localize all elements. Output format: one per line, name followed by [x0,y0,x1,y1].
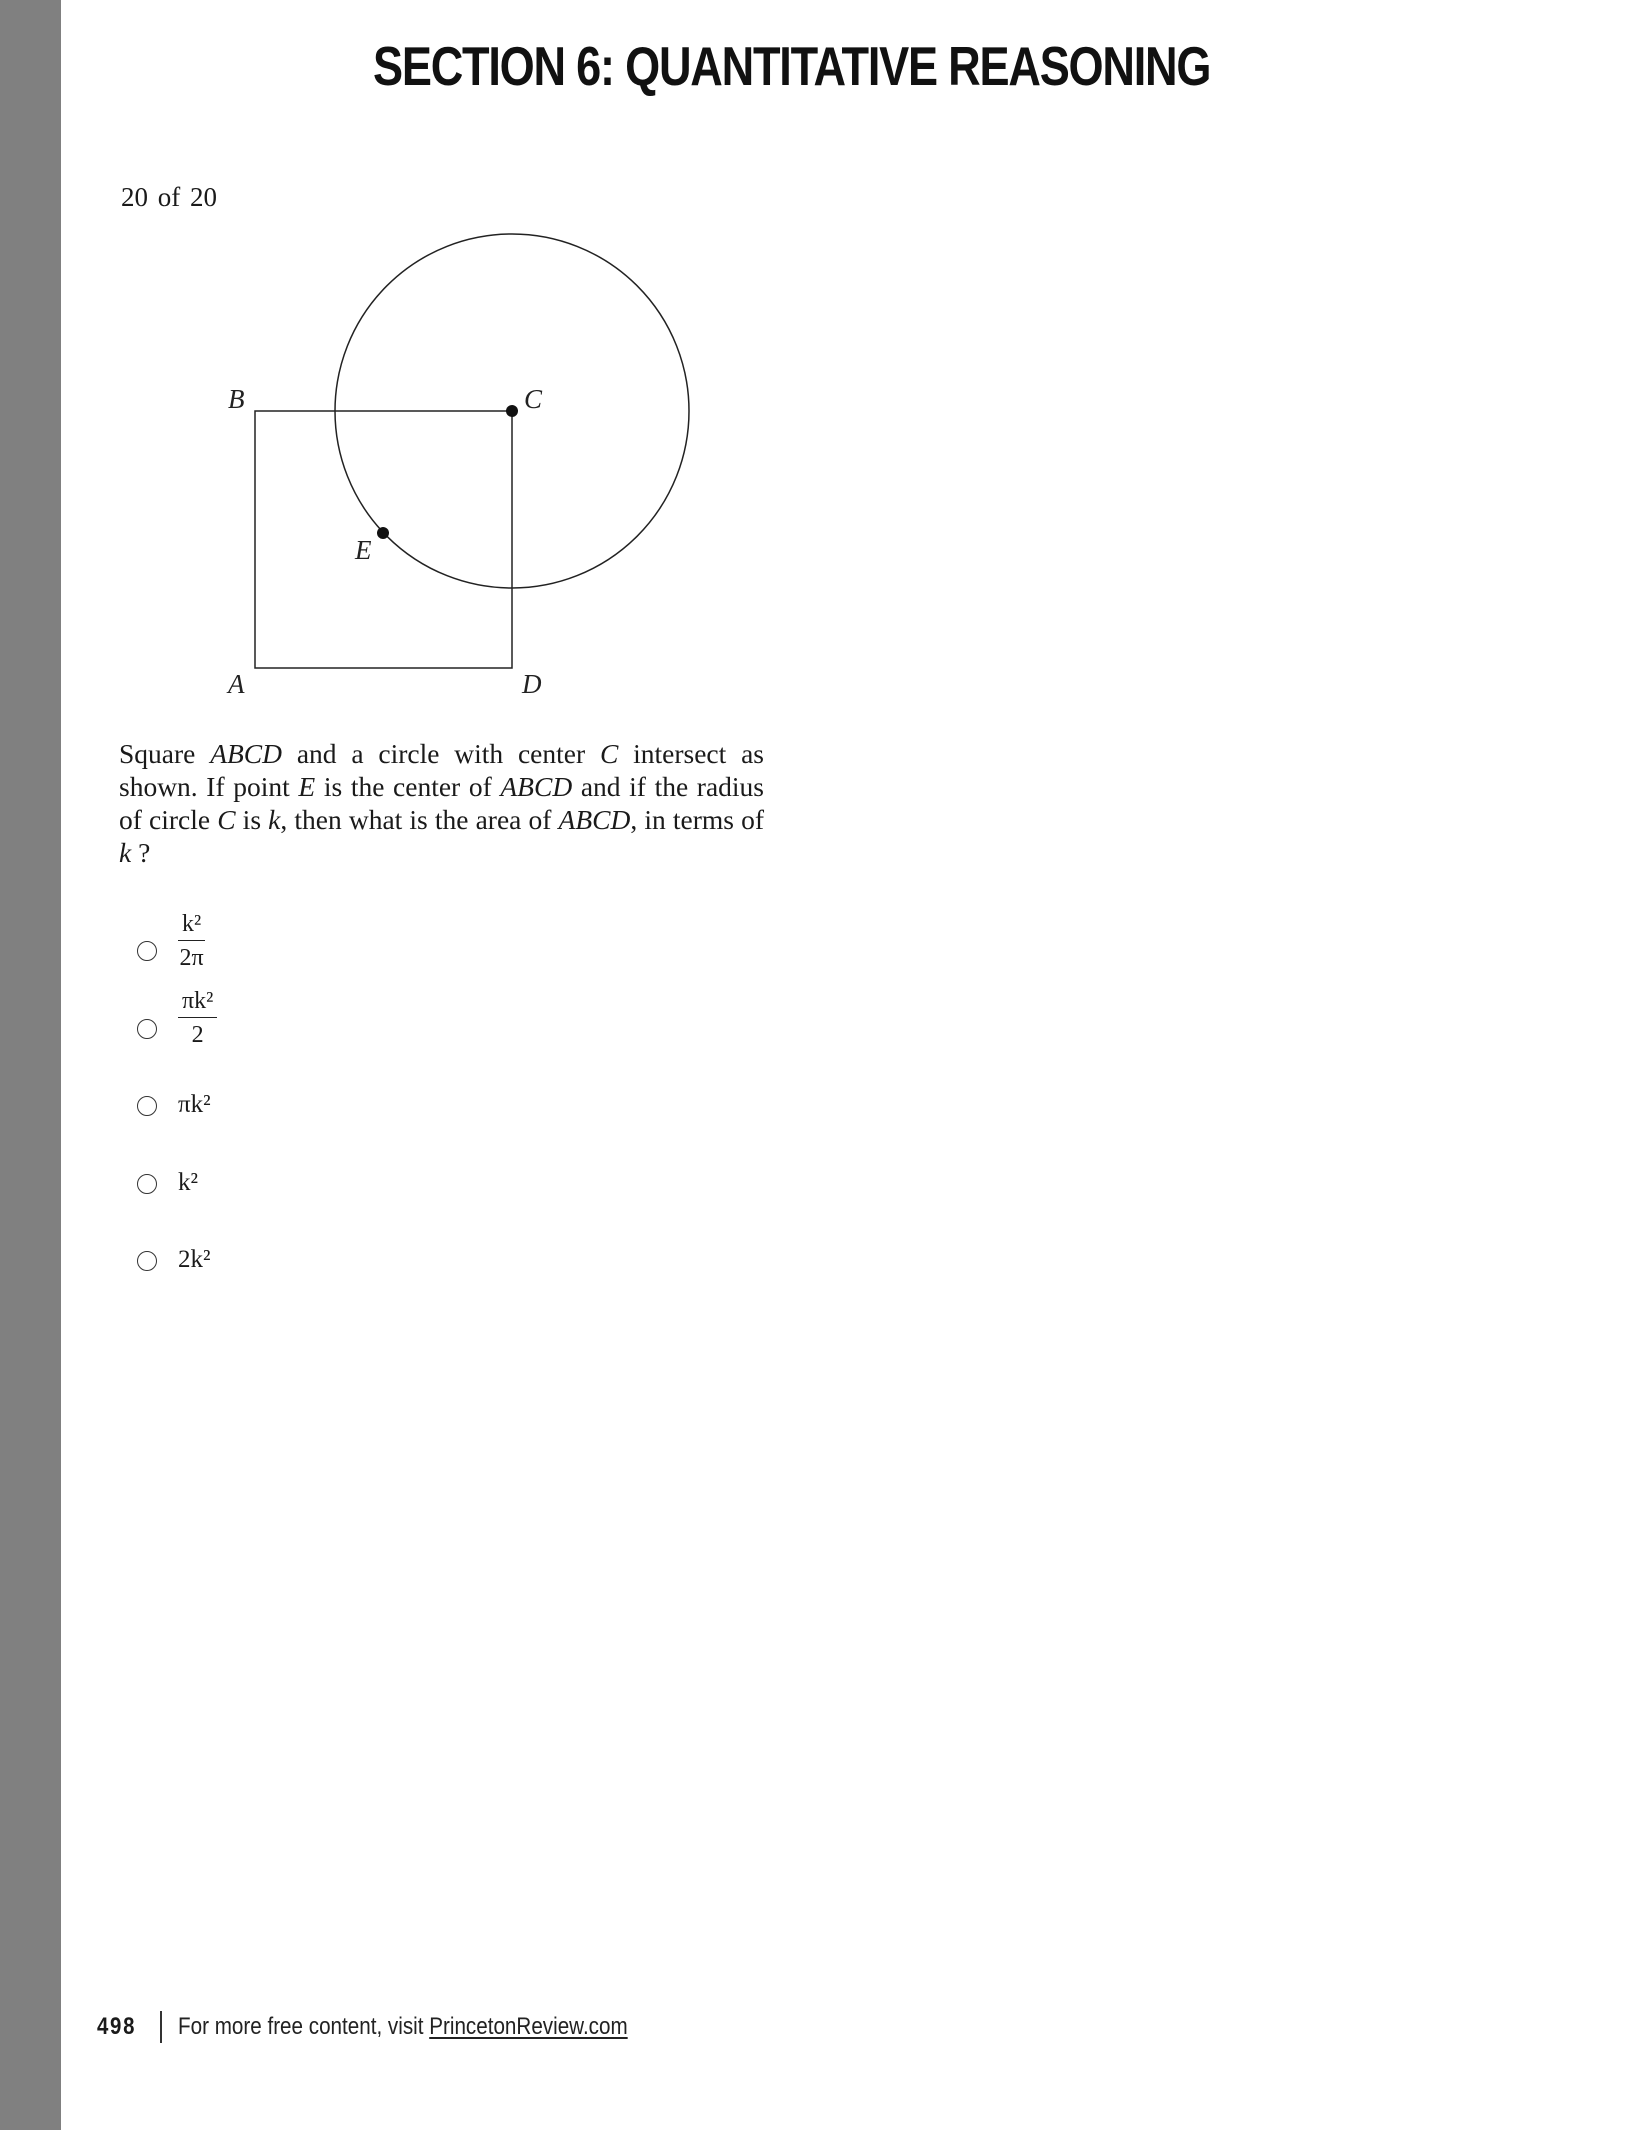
point-e [377,527,389,539]
page-number: 498 [97,2013,137,2040]
label-a: A [228,669,245,699]
choice-expression: k² [178,1169,198,1196]
choice-fraction [178,911,205,971]
radio-button[interactable] [137,941,157,961]
answer-choice-5[interactable] [136,1245,436,1305]
label-c: C [524,384,543,414]
question-counter: 20 of 20 [121,182,217,212]
radio-button[interactable] [137,1096,157,1116]
answer-choice-4[interactable] [136,1168,436,1228]
section-title: SECTION 6: QUANTITATIVE REASONING [373,35,1211,97]
question-text: Square ABCD and a circle with center C intersect as shown. If point E is the center of ABCD and if the radius of circle C is k, then what is the area of ABCD, in terms of k ? [119,738,764,868]
label-d: D [522,669,542,699]
footer-link[interactable]: PrincetonReview.com [429,2013,628,2040]
geometry-figure [0,0,760,720]
numerator: k² [178,911,205,941]
square-abcd [255,411,512,668]
denominator: 2π [179,945,204,971]
label-e: E [355,535,372,565]
radio-button[interactable] [137,1174,157,1194]
choice-expression: πk² [178,1091,211,1118]
footer-divider [160,2011,162,2043]
footer-caption: For more free content, visit [178,2013,430,2040]
footer-text [178,2013,628,2041]
answer-choice-1[interactable] [136,908,436,971]
answer-choice-2[interactable] [136,988,436,1048]
point-c [506,405,518,417]
choice-expression: 2k² [178,1246,211,1273]
denominator: 2 [191,1022,204,1048]
answer-choice-3[interactable] [136,1090,436,1150]
radio-button[interactable] [137,1251,157,1271]
label-b: B [228,384,245,414]
radio-button[interactable] [137,1019,157,1039]
choice-fraction [178,988,217,1048]
numerator: πk² [178,988,217,1018]
